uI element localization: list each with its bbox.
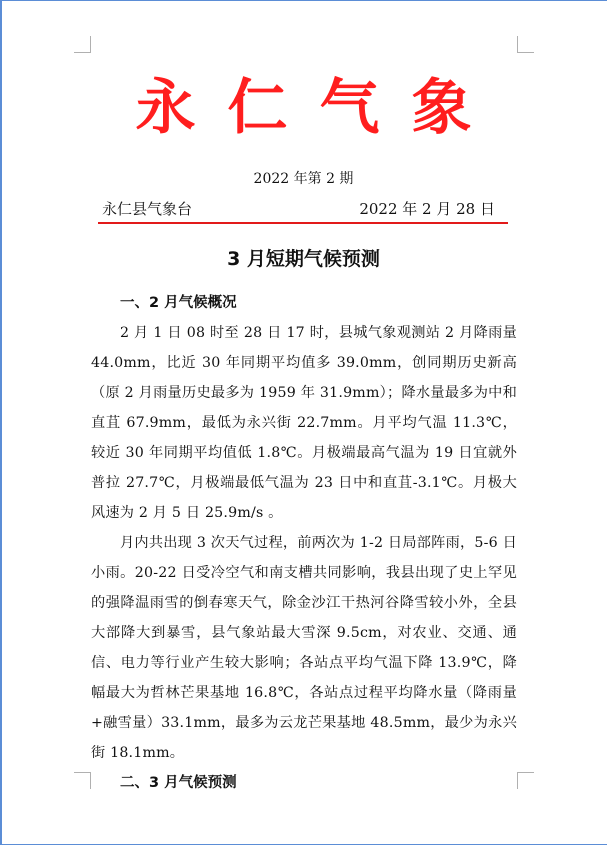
document-title: 3 月短期气候预测	[227, 248, 380, 270]
paragraph: 2 月 1 日 08 时至 28 日 17 时，县城气象观测站 2 月降雨量 44.0mm，比近 30 年同期平均值多 39.0mm，创同期历史新高（原 2 月雨量历史最多为 1959 年 31.9mm）；降水量最多为中和直苴 67.9mm，最低为永兴街 22.7mm。月平均气温 11.3℃，较近 30 年同期平均值低 1.8℃。月极端最高气温为 19 日宜就外普拉 27.7℃，月极端最低气温为 23 日中和直苴-3.1℃。月极大风速为 2 月 5 日 25.9m/s 。	[91, 325, 517, 521]
crop-mark-top-left	[74, 36, 91, 53]
masthead-title: 永仁气象	[135, 73, 504, 143]
crop-mark-top-right	[517, 36, 534, 53]
issue-number: 2022 年第 2 期	[253, 171, 354, 187]
crop-mark-bottom-left	[74, 772, 91, 789]
crop-mark-bottom-right	[517, 772, 534, 789]
masthead-divider	[98, 222, 508, 224]
document-body	[91, 288, 517, 798]
publish-date: 2022 年 2 月 28 日	[359, 200, 495, 218]
section-heading: 一、2 月气候概况	[120, 295, 237, 311]
paragraph: 月内共出现 3 次天气过程，前两次为 1-2 日局部阵雨，5-6 日小雨。20-22 日受冷空气和南支槽共同影响，我县出现了史上罕见的强降温雨雪的倒春寒天气，除金沙江干热河谷降雪较小外，全县大部降大到暴雪，县气象站最大雪深 9.5cm，对农业、交通、通信、电力等行业产生较大影响；各站点平均气温下降 13.9℃，降幅最大为哲林芒果基地 16.8℃，各站点过程平均降水量（降雨量+融雪量）33.1mm，最多为云龙芒果基地 48.5mm，最少为永兴街 18.1mm。	[91, 535, 517, 761]
section-heading: 二、3 月气候预测	[120, 775, 237, 791]
publisher-name: 永仁县气象台	[102, 200, 193, 218]
